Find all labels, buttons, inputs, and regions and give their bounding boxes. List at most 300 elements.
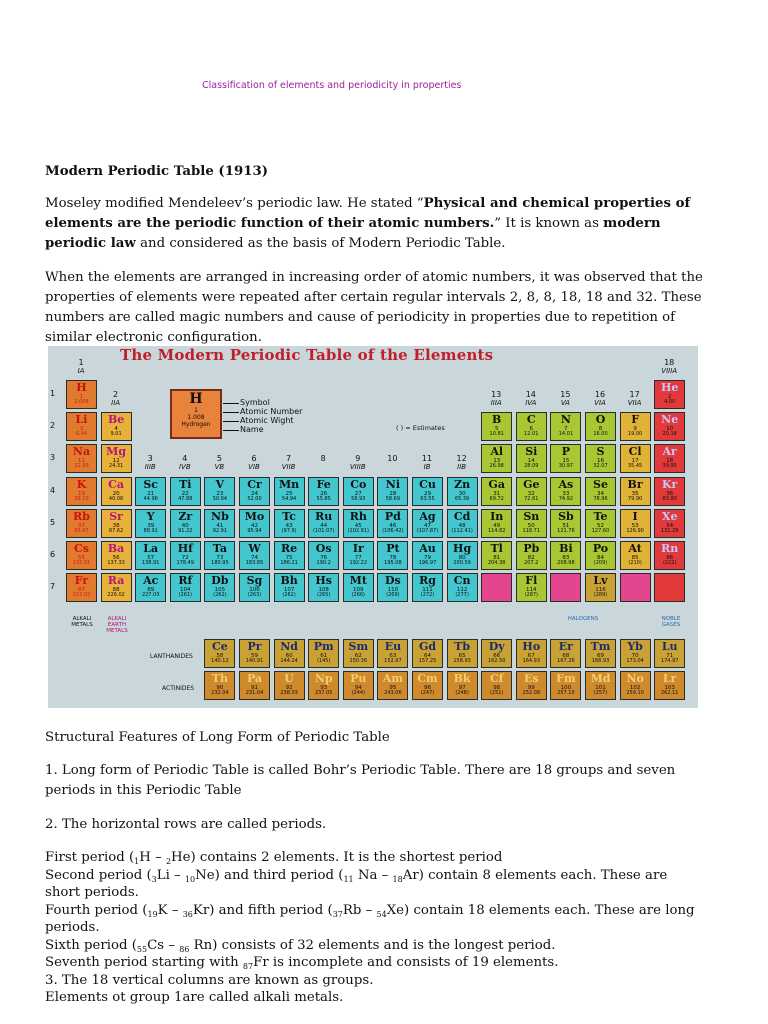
- element-ru: [308, 509, 339, 538]
- atomic-number: 112: [456, 587, 468, 594]
- element-symbol: La: [143, 542, 159, 555]
- group-number: 18: [664, 358, 675, 367]
- element-symbol: Rf: [178, 574, 193, 588]
- subscript: 37: [332, 909, 343, 919]
- element-symbol: Cm: [417, 672, 438, 685]
- atomic-mass: (266): [351, 592, 366, 599]
- element-symbol: Co: [350, 477, 367, 491]
- element-c: [516, 412, 547, 441]
- atomic-mass: 168.93: [591, 658, 610, 664]
- element-symbol: Md: [590, 672, 611, 685]
- text: Rb –: [342, 902, 377, 918]
- text: Fourth period (: [45, 902, 148, 918]
- element-os: [308, 541, 339, 570]
- element-kr: [654, 477, 685, 506]
- atomic-number: 92: [285, 685, 293, 691]
- element-rf: [170, 573, 201, 602]
- atomic-mass: 186.21: [280, 560, 298, 566]
- element-ho: [516, 639, 547, 668]
- atomic-number: 106: [249, 587, 260, 594]
- atomic-mass: 152.97: [384, 658, 402, 664]
- atomic-mass: 262.11: [660, 690, 679, 696]
- atomic-number: 49: [493, 522, 501, 529]
- atomic-number: 52: [597, 522, 604, 529]
- element-symbol: Rh: [349, 509, 367, 523]
- atomic-mass: 95.94: [247, 527, 262, 534]
- element-symbol: Re: [281, 542, 298, 555]
- atomic-number: 107: [283, 587, 295, 594]
- subscript: 2: [165, 857, 172, 866]
- atomic-number: 103: [664, 685, 675, 691]
- atomic-number: 8: [598, 426, 603, 433]
- atomic-mass: 167.26: [557, 658, 575, 664]
- legend-weight: 1.008: [187, 414, 205, 421]
- legend-name: Hydrogen: [181, 421, 211, 428]
- atomic-mass: 6.94: [75, 431, 88, 438]
- group-label: [378, 454, 406, 463]
- atomic-number: 114: [526, 587, 537, 594]
- element-ar: [654, 444, 685, 473]
- atomic-mass: 87.62: [108, 527, 124, 534]
- group-roman: VIIIA: [661, 367, 678, 375]
- element-symbol: Na: [72, 445, 91, 459]
- atomic-number: 116: [595, 587, 606, 594]
- atomic-number: 60: [285, 653, 293, 659]
- element-symbol: Lv: [593, 574, 608, 588]
- atomic-mass: 259.10: [626, 690, 644, 696]
- element-symbol: V: [215, 477, 225, 491]
- element-symbol: Li: [75, 413, 88, 427]
- group-label: [309, 454, 337, 463]
- group-roman: IIIB: [144, 463, 156, 471]
- line-groups: 3. The 18 vertical columns are known as groups.: [45, 972, 374, 988]
- text: Ne) and third period (: [195, 867, 344, 883]
- element-symbol: Nd: [280, 640, 298, 653]
- element-symbol: O: [595, 413, 606, 427]
- group-roman: IB: [423, 463, 431, 471]
- element-symbol: Ce: [212, 640, 228, 653]
- atomic-number: 51: [562, 522, 570, 529]
- atomic-mass: 252.08: [522, 690, 541, 696]
- element-symbol: Mt: [349, 574, 367, 588]
- element-symbol: Bh: [280, 574, 298, 588]
- atomic-number: 85: [631, 555, 639, 561]
- atomic-number: 56: [112, 555, 120, 561]
- atomic-mass: 173.04: [626, 658, 644, 664]
- atomic-number: 111: [422, 587, 433, 594]
- element-symbol: Bk: [453, 672, 471, 685]
- atomic-mass: 78.96: [593, 495, 608, 502]
- element-symbol: Lr: [662, 672, 677, 685]
- legend-line: [223, 421, 239, 422]
- atomic-number: 35: [631, 490, 639, 497]
- atomic-number: 44: [320, 522, 328, 529]
- key-halogens: HALOGENS: [567, 616, 599, 622]
- text: Seventh period starting with: [45, 955, 243, 970]
- element-symbol: I: [632, 509, 638, 523]
- atomic-number: 15: [562, 458, 570, 465]
- atomic-number: 77: [354, 555, 362, 561]
- group-roman: VA: [560, 399, 570, 407]
- atomic-number: 53: [631, 522, 639, 529]
- text: H –: [139, 850, 166, 865]
- element-empty: [550, 573, 581, 602]
- element-symbol: Fl: [525, 574, 538, 588]
- element-symbol: Ir: [352, 542, 364, 555]
- atomic-mass: 74.92: [558, 495, 574, 502]
- period-label: 2: [50, 421, 56, 431]
- element-symbol: Cu: [419, 477, 436, 491]
- legend-sample-cell: [170, 389, 222, 439]
- atomic-number: 45: [354, 522, 362, 529]
- atomic-mass: 30.97: [558, 463, 574, 470]
- element-ir: [343, 541, 374, 570]
- atomic-number: 32: [527, 490, 535, 497]
- element-symbol: Gd: [418, 640, 437, 653]
- atomic-mass: 127.60: [591, 527, 610, 534]
- element-hg: [447, 541, 478, 570]
- group-number: 8: [320, 454, 326, 463]
- atomic-number: 86: [666, 555, 674, 561]
- element-pu: [343, 671, 374, 700]
- atomic-number: 71: [666, 653, 674, 659]
- element-ga: [481, 477, 512, 506]
- figure-title: The Modern Periodic Table of the Elements: [120, 346, 494, 364]
- element-u: [274, 671, 305, 700]
- element-zn: [447, 477, 478, 506]
- atomic-number: 66: [493, 653, 501, 659]
- element-ra: [101, 573, 132, 602]
- element-symbol: Pa: [246, 672, 263, 685]
- element-pa: [239, 671, 270, 700]
- element-at: [620, 541, 651, 570]
- element-la: [135, 541, 166, 570]
- atomic-mass: 132.91: [72, 560, 91, 566]
- element-symbol: Te: [593, 509, 608, 523]
- group-label: [448, 454, 476, 471]
- element-symbol: Po: [592, 542, 609, 555]
- element-symbol: H: [76, 381, 87, 394]
- atomic-number: 55: [78, 555, 85, 561]
- element-symbol: Tm: [590, 640, 611, 653]
- atomic-mass: 69.72: [489, 495, 504, 502]
- element-zr: [170, 509, 201, 538]
- subscript: 18: [392, 874, 403, 884]
- atomic-number: 48: [458, 522, 466, 529]
- element-symbol: Si: [525, 445, 538, 459]
- atomic-number: 65: [458, 653, 466, 659]
- element-te: [585, 509, 616, 538]
- atomic-number: 95: [389, 685, 397, 691]
- element-n: [550, 412, 581, 441]
- element-symbol: Hs: [315, 574, 332, 588]
- period-label: 3: [50, 453, 56, 463]
- element-symbol: Cd: [453, 509, 471, 523]
- atomic-mass: 114.82: [487, 527, 506, 534]
- element-gd: [412, 639, 443, 668]
- element-ca: [101, 477, 132, 506]
- periodic-law-statement: Physical and chemical properties of elements are the periodic function of their atomic numbers.: [45, 196, 691, 231]
- element-empty: [654, 573, 685, 602]
- group-roman: IIIA: [490, 399, 502, 407]
- atomic-number: 70: [631, 653, 639, 659]
- line-fourth-period: [45, 902, 705, 937]
- atomic-mass: 195.08: [384, 560, 402, 566]
- element-mn: [274, 477, 305, 506]
- atomic-mass: 47.88: [178, 495, 193, 502]
- element-in: [481, 509, 512, 538]
- element-pb: [516, 541, 547, 570]
- atomic-number: 19: [78, 490, 85, 497]
- group-number: 12: [456, 454, 467, 463]
- element-nb: [204, 509, 235, 538]
- atomic-mass: 92.91: [212, 527, 228, 534]
- group-roman: IIB: [457, 463, 467, 471]
- atomic-number: 82: [527, 555, 535, 561]
- element-hf: [170, 541, 201, 570]
- element-hs: [308, 573, 339, 602]
- atomic-number: 50: [527, 522, 535, 529]
- atomic-number: 10: [666, 426, 674, 433]
- element-symbol: Db: [211, 574, 229, 588]
- element-tc: [274, 509, 305, 538]
- element-sr: [101, 509, 132, 538]
- atomic-mass: (261): [178, 592, 193, 599]
- element-ce: [204, 639, 235, 668]
- element-symbol: Os: [315, 542, 332, 555]
- atomic-number: 98: [493, 685, 501, 691]
- atomic-mass: 227.03: [141, 592, 160, 599]
- atomic-mass: (145): [316, 658, 331, 664]
- atomic-mass: (106.42): [382, 527, 404, 534]
- element-fm: [550, 671, 581, 700]
- atomic-mass: 208.98: [557, 560, 575, 566]
- group-label: [205, 454, 233, 471]
- atomic-number: 1: [79, 394, 84, 400]
- atomic-mass: 91.22: [178, 527, 193, 534]
- element-empty: [620, 573, 651, 602]
- element-k: [66, 477, 97, 506]
- lanthanides-label: LANTHANIDES: [150, 653, 193, 660]
- atomic-mass: 22.99: [74, 463, 89, 470]
- element-yb: [620, 639, 651, 668]
- element-symbol: Sc: [143, 477, 159, 491]
- element-w: [239, 541, 270, 570]
- atomic-number: 6: [529, 426, 534, 433]
- atomic-mass: (265): [316, 592, 331, 599]
- element-xe: [654, 509, 685, 538]
- atomic-mass: (97.9): [281, 527, 297, 534]
- atomic-mass: (277): [455, 592, 469, 599]
- element-symbol: Ru: [315, 509, 333, 523]
- element-symbol: Hg: [453, 542, 472, 555]
- element-cf: [481, 671, 512, 700]
- atomic-mass: 58.93: [351, 495, 366, 502]
- atomic-number: 27: [354, 490, 362, 497]
- text: First period (: [45, 850, 135, 865]
- element-symbol: Ag: [419, 509, 436, 523]
- atomic-number: 99: [527, 685, 535, 691]
- element-ba: [101, 541, 132, 570]
- element-y: [135, 509, 166, 538]
- atomic-number: 108: [318, 587, 329, 594]
- atomic-mass: (107.87): [416, 527, 439, 534]
- atomic-mass: 174.97: [660, 658, 679, 664]
- atomic-mass: 26.98: [489, 463, 504, 470]
- element-symbol: Zn: [454, 477, 471, 491]
- line-second-period: [45, 867, 705, 902]
- element-db: [204, 573, 235, 602]
- text: Second period (: [45, 867, 152, 883]
- atomic-number: 69: [597, 653, 604, 659]
- group-number: 4: [182, 454, 188, 463]
- element-symbol: Au: [419, 542, 436, 555]
- atomic-number: 78: [389, 555, 397, 561]
- element-be: [101, 412, 132, 441]
- element-symbol: Kr: [662, 477, 678, 491]
- atomic-mass: 24.31: [108, 463, 124, 470]
- atomic-number: 26: [320, 490, 328, 497]
- element-cs: [66, 541, 97, 570]
- element-symbol: Er: [558, 640, 573, 653]
- modern-periodic-law-term: modern periodic law: [45, 216, 661, 251]
- element-no: [620, 671, 651, 700]
- element-empty: [481, 573, 512, 602]
- atomic-number: 24: [251, 490, 258, 497]
- element-symbol: Th: [211, 672, 228, 685]
- group-number: 15: [560, 390, 571, 399]
- atomic-number: 83: [562, 555, 570, 561]
- atomic-number: 64: [424, 653, 431, 659]
- element-mo: [239, 509, 270, 538]
- legend-label: Symbol: [240, 398, 270, 407]
- element-ta: [204, 541, 235, 570]
- atomic-mass: (272): [420, 592, 435, 599]
- element-symbol: Cs: [74, 542, 89, 555]
- element-symbol: Se: [593, 477, 608, 491]
- element-pm: [308, 639, 339, 668]
- atomic-number: 39: [147, 522, 155, 529]
- element-bi: [550, 541, 581, 570]
- element-he: [654, 380, 685, 409]
- group-label: [275, 454, 303, 471]
- atomic-number: 28: [389, 490, 397, 497]
- element-symbol: Br: [627, 477, 643, 491]
- element-lv: [585, 573, 616, 602]
- element-symbol: Fr: [74, 574, 89, 588]
- group-roman: IVA: [525, 399, 537, 407]
- atomic-mass: 200.59: [453, 560, 471, 566]
- element-symbol: Ge: [523, 477, 540, 491]
- element-h: [66, 380, 97, 409]
- atomic-mass: (257): [593, 690, 608, 696]
- element-symbol: Sm: [348, 640, 369, 653]
- element-symbol: Al: [490, 445, 504, 459]
- atomic-mass: (262): [213, 592, 227, 599]
- element-cl: [620, 444, 651, 473]
- atomic-number: 94: [354, 685, 362, 691]
- atomic-number: 104: [180, 587, 191, 594]
- atomic-mass: 12.01: [524, 431, 539, 438]
- atomic-mass: 63.55: [420, 495, 435, 502]
- element-er: [550, 639, 581, 668]
- atomic-mass: 144.24: [280, 658, 298, 664]
- element-lr: [654, 671, 685, 700]
- atomic-number: 36: [666, 490, 674, 497]
- group-number: 6: [251, 454, 257, 463]
- group-number: 10: [387, 454, 398, 463]
- atomic-mass: 131.29: [660, 527, 679, 534]
- element-symbol: Tc: [282, 509, 296, 523]
- element-symbol: Dy: [488, 640, 505, 653]
- atomic-mass: 196.97: [418, 560, 437, 566]
- atomic-mass: 140.91: [245, 658, 264, 664]
- element-symbol: Ca: [108, 477, 125, 491]
- element-symbol: Yb: [627, 640, 643, 653]
- atomic-number: 33: [562, 490, 570, 497]
- element-symbol: U: [284, 672, 294, 685]
- atomic-mass: 19.00: [627, 431, 643, 438]
- period-label: 7: [50, 582, 56, 592]
- atomic-number: 40: [181, 522, 189, 529]
- subscript: 3: [151, 874, 157, 884]
- atomic-number: 100: [560, 685, 572, 691]
- legend-label: Atomic Wight: [240, 416, 294, 425]
- element-am: [377, 671, 408, 700]
- subscript: 19: [147, 909, 158, 919]
- group-number: 16: [594, 390, 606, 399]
- group-label: [171, 454, 199, 471]
- group-label: [551, 390, 579, 407]
- atomic-mass: 58.69: [385, 495, 401, 502]
- atomic-number: 90: [216, 685, 224, 691]
- atomic-number: 18: [666, 458, 674, 465]
- atomic-mass: 10.81: [489, 431, 504, 438]
- element-bh: [274, 573, 305, 602]
- element-symbol: Cf: [489, 672, 504, 685]
- element-symbol: Pb: [523, 542, 540, 555]
- subscript: 11: [343, 874, 354, 884]
- atomic-number: 43: [285, 522, 293, 529]
- atomic-number: 5: [494, 426, 499, 433]
- element-sb: [550, 509, 581, 538]
- periodic-table-figure: [48, 346, 698, 708]
- legend-line: [223, 403, 239, 404]
- group-number: 1: [78, 358, 84, 367]
- element-symbol: In: [490, 509, 504, 523]
- element-symbol: As: [558, 477, 574, 491]
- element-b: [481, 412, 512, 441]
- point-2: 2. The horizontal rows are called periods.: [45, 817, 327, 832]
- atomic-number: 46: [389, 522, 397, 529]
- actinides-label: ACTINIDES: [162, 685, 195, 692]
- subscript: 10: [184, 874, 196, 884]
- atomic-mass: (210): [628, 560, 642, 566]
- atomic-mass: 85.47: [74, 527, 89, 534]
- atomic-number: 63: [389, 653, 397, 659]
- atomic-number: 110: [387, 587, 399, 594]
- atomic-number: 3: [79, 426, 84, 433]
- element-symbol: Sb: [558, 509, 574, 523]
- element-symbol: Ne: [661, 413, 679, 427]
- element-symbol: Y: [146, 509, 155, 523]
- element-symbol: Bi: [559, 542, 573, 555]
- legend-number: 1: [194, 407, 198, 414]
- atomic-mass: 126.90: [626, 527, 644, 534]
- element-v: [204, 477, 235, 506]
- atomic-mass: 232.04: [211, 690, 229, 696]
- element-lu: [654, 639, 685, 668]
